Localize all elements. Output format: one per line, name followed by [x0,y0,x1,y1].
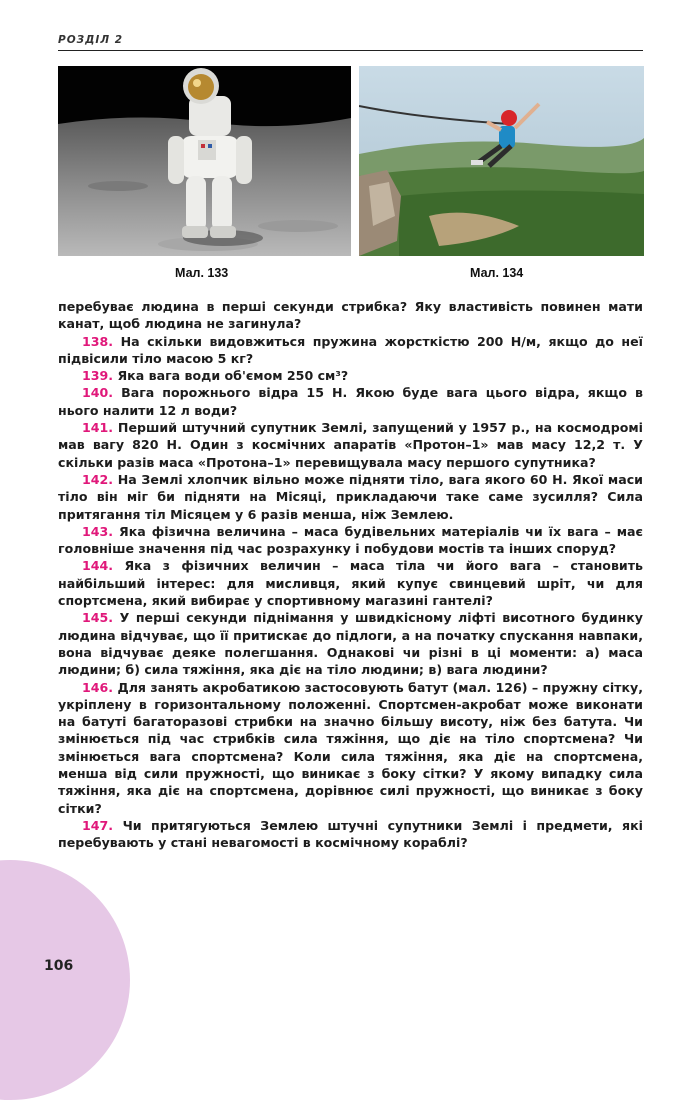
problem-text: У перші секунди піднімання у швидкісному ліфті висотного будинку людина відчуває, що її притискає до підлоги, а на початку спускання навпаки, вона відчуває деяке полегшання. Однакові чи різні в ці моменти: а) маса людини; б) сила тяжіння, яка діє на тіло людини; в) вага людини? [58,610,643,678]
problem-140 [58,384,643,419]
problem-text: Чи притягуються Землею штучні супутники Землі і предмети, які перебувають у стані невагомості в космічному кораблі? [58,817,644,851]
problem-139 [58,367,643,384]
problem-number: 138. [82,333,114,349]
problem-142 [58,471,643,523]
continuation-text: перебуває людина в перші секунди стрибка? Яку властивість повинен мати канат, щоб людина не загинула? [58,299,643,332]
problem-number: 143. [82,523,114,539]
figure-caption: Мал. 134 [470,266,524,280]
problem-text: На скільки видовжиться пружина жорсткістю 200 Н/м, якщо до неї підвісили тіло масою 5 кг? [58,333,643,366]
problems-text [58,298,643,852]
problem-138 [58,333,643,368]
problem-number: 145. [82,610,114,626]
problem-text: Яка фізична величина – маса будівельних матеріалів чи їх вага – має головніше значення під час розрахунку і побудови мостів та інших споруд? [58,523,644,557]
problem-147 [58,817,643,852]
problem-text: Вага порожнього відра 15 Н. Якою буде вага цього відра, якщо в нього налити 12 л води? [58,385,643,418]
problem-text: На Землі хлопчик вільно може підняти тіло, вага якого 60 Н. Якої маси тіло він міг би підняти на Місяці, прикладаючи таке саме зусилля? Сила притягання тіл Місяцем у 6 разів менша, ніж Землею. [58,471,644,522]
corner-decoration [0,860,130,1100]
problem-text: Яка вага води об'ємом 250 см³? [117,368,349,384]
problem-number: 147. [82,817,114,833]
bungee-jump-photo [359,66,644,256]
problem-144 [58,557,643,609]
problem-number: 144. [82,558,114,574]
problem-number: 140. [82,385,114,401]
problem-number: 142. [82,471,114,487]
figure-caption: Мал. 133 [175,266,229,280]
section-header: РОЗДІЛ 2 [58,34,643,51]
problem-145 [58,609,643,678]
page-number: 106 [44,958,74,974]
problem-146 [58,679,643,817]
problem-141 [58,419,643,471]
problem-143 [58,523,643,558]
problem-number: 139. [82,368,114,384]
problem-number: 141. [82,420,114,436]
problem-number: 146. [82,679,114,695]
problem-text: Перший штучний супутник Землі, запущений у 1957 р., на космодромі мав вагу 820 Н. Один з космічних апаратів «Протон–1» мав масу 12,2 т. У скільки разів маса «Протона–1» перевищувала масу першого супутника? [58,420,643,470]
astronaut-photo [58,66,351,256]
problem-text: Яка з фізичних величин – маса тіла чи його вага – становить найбільший інтерес: для мисливця, який купує свинцевий шріт, чи для спортсмена, який вибирає у спортивному магазині гантелі? [58,558,643,609]
problem-text: Для занять акробатикою застосовують батут (мал. 126) – пружну сітку, укріплену в горизонтальному положенні. Спортсмен-акробат може виконати на батуті багаторазові стрибки на значно більшу висоту, ніж без батута. Чи змінюється під час стрибків сила тяжіння, що діє на тіло спортсмена? Чи змінюється вага спортсмена? Коли сила тяжіння, яка діє на спортсмена, менша від сили пружності, що виникає з боку сітки? У якому випадку сила тяжіння, яка діє на спортсмена, дорівнює силі пружності, що виникає з боку сітки? [58,679,643,816]
